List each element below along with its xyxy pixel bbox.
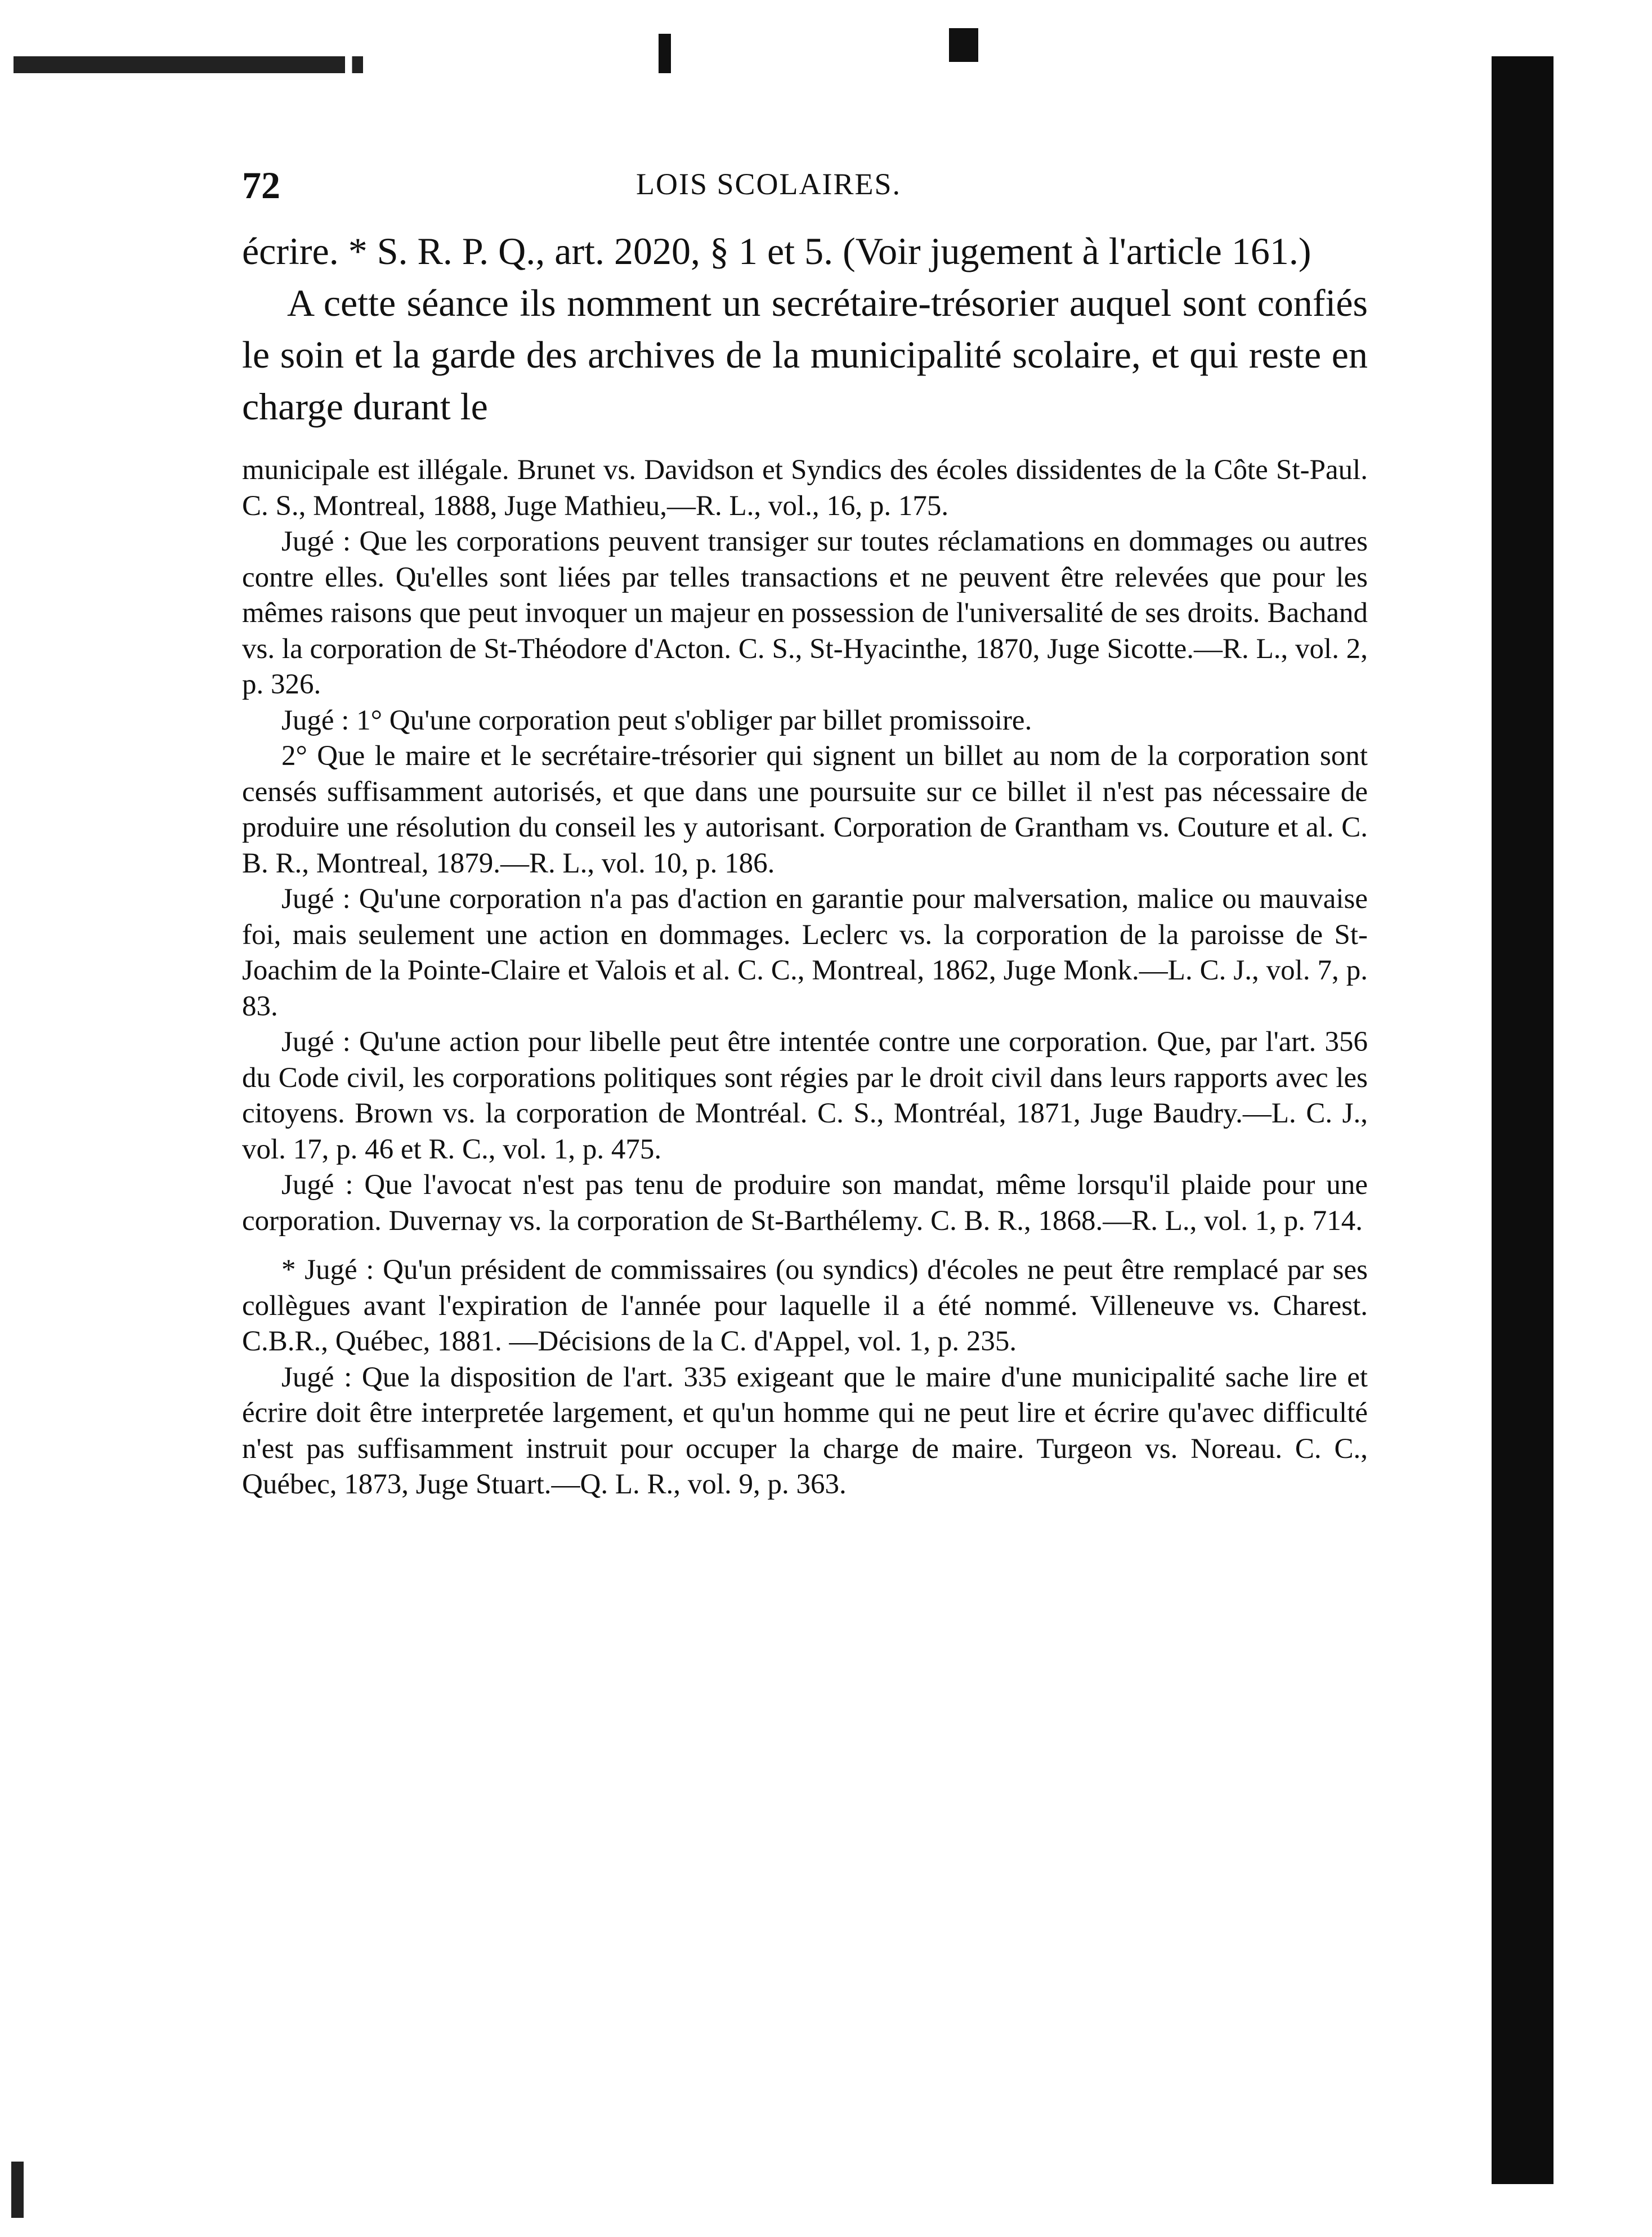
footnote: Jugé : Qu'une action pour libelle peut être intentée contre une corporation. Que, par l'art. 356 du Code civil, les corporations politiques sont régies par le droit civil dans leurs rapports avec les citoyens. Brown vs. la corporation de Montréal. C. S., Montréal, 1871, Juge Baudry.—L. C. J., vol. 17, p. 46 et R. C., vol. 1, p. 475.: [242, 1026, 1368, 1165]
body-paragraph-2: A cette séance ils nomment un secrétaire-trésorier auquel sont confiés le soin et la garde des archives de la municipalité scolaire, et qui reste en charge durant le: [242, 281, 1368, 428]
footnote: Jugé : Que les corporations peuvent transiger sur toutes réclamations en dommages ou autres contre elles. Qu'elles sont liées par telles transactions et ne peuvent être relevées que pour les mêmes raisons que peut invoquer un majeur en possession de l'universalité de ses droits. Bachand vs. la corporation de St-Théodore d'Acton. C. S., St-Hyacinthe, 1870, Juge Sicotte.—R. L., vol. 2, p. 326.: [242, 526, 1368, 700]
page-number: 72: [242, 164, 280, 207]
scan-page-edge: [1492, 56, 1553, 2184]
scan-artifact-tick: [659, 34, 671, 73]
running-title: LOIS SCOLAIRES.: [636, 167, 902, 201]
footnote: municipale est illégale. Brunet vs. Davidson et Syndics des écoles dissidentes de la Côte St-Paul. C. S., Montreal, 1888, Juge Mathieu,—R. L., vol., 16, p. 175.: [242, 454, 1368, 522]
footnote: Jugé : 1° Qu'une corporation peut s'obliger par billet promissoire.: [281, 704, 1032, 736]
footnote: 2° Que le maire et le secrétaire-trésorier qui signent un billet au nom de la corporation sont censés suffisamment autorisés, et que dans une poursuite sur ce billet il n'est pas nécessaire de produire une résolution du conseil les y autorisant. Corporation de Grantham vs. Couture et al. C. B. R., Montreal, 1879.—R. L., vol. 10, p. 186.: [242, 740, 1368, 879]
footnote: Jugé : Qu'une corporation n'a pas d'action en garantie pour malversation, malice ou mauvaise foi, mais seulement une action en dommages. Leclerc vs. la corporation de la paroisse de St-Joachim de la Pointe-Claire et Valois et al. C. C., Montreal, 1862, Juge Monk.—L. C. J., vol. 7, p. 83.: [242, 883, 1368, 1022]
scan-artifact-corner: [11, 2162, 24, 2218]
footnote: Jugé : Que la disposition de l'art. 335 exigeant que le maire d'une municipalité sache lire et écrire doit être interpretée largement, et qu'un homme qui ne peut lire et écrire qu'avec difficulté n'est pas suffisamment instruit pour occuper la charge de maire. Turgeon vs. Noreau. C. C., Québec, 1873, Juge Stuart.—Q. L. R., vol. 9, p. 363.: [242, 1361, 1368, 1500]
scan-artifact-bar: [14, 56, 374, 73]
page-header: [242, 163, 1368, 225]
body-paragraph-1: écrire. * S. R. P. Q., art. 2020, § 1 et 5. (Voir jugement à l'article 161.): [242, 230, 1311, 272]
footnote: * Jugé : Qu'un président de commissaires (ou syndics) d'écoles ne peut être remplacé par ses collègues avant l'expiration de l'année pour laquelle il a été nommé. Villeneuve vs. Charest. C.B.R., Québec, 1881. —Décisions de la C. d'Appel, vol. 1, p. 235.: [242, 1254, 1368, 1357]
page: [242, 163, 1368, 1503]
footnote: Jugé : Que l'avocat n'est pas tenu de produire son mandat, même lorsqu'il plaide pour une corporation. Duvernay vs. la corporation de St-Barthélemy. C. B. R., 1868.—R. L., vol. 1, p. 714.: [242, 1169, 1368, 1237]
scan-artifact-block: [949, 28, 978, 62]
footnotes: [242, 453, 1368, 1503]
